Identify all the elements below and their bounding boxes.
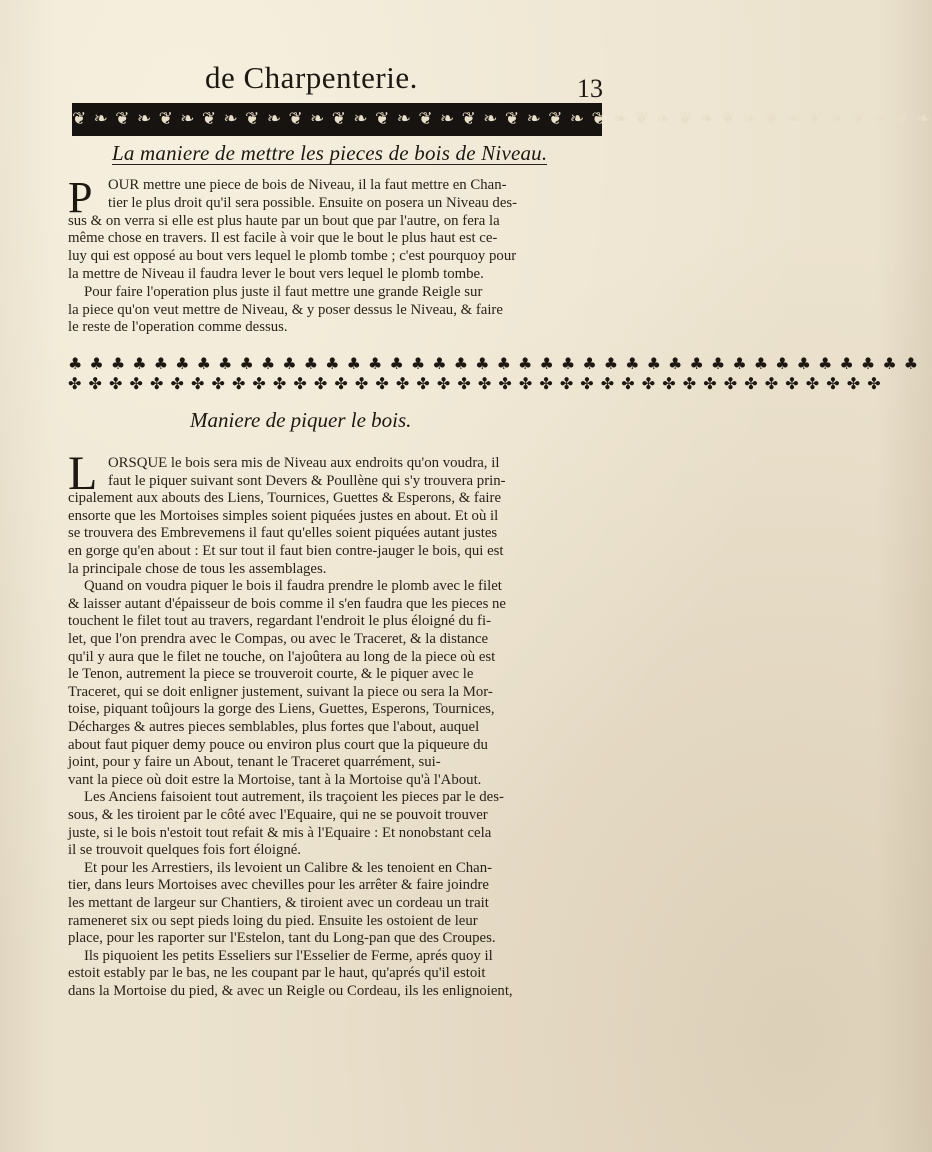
text-line: cipalement aux abouts des Liens, Tournices, Guettes & Esperons, & faire bbox=[68, 490, 502, 507]
text-line: Pour faire l'operation plus juste il faut mettre une grande Reigle sur bbox=[84, 283, 483, 300]
text-line: sous, & les tiroient par le côté avec l'Equaire, qui ne se pouvoit trouver bbox=[68, 807, 488, 823]
running-head: de Charpenterie. bbox=[205, 60, 418, 95]
text-line: sus & on verra si elle est plus haute par un bout que par l'autre, on fera la bbox=[68, 212, 500, 229]
text-line: joint, pour y faire un About, tenant le Traceret quarrément, sui- bbox=[68, 754, 441, 771]
section-heading-niveau bbox=[112, 141, 547, 166]
drop-cap-p: P bbox=[68, 173, 93, 222]
text-line: se trouvera des Embrevemens il faut qu'elles soient piquées autant justes bbox=[68, 525, 498, 542]
text-line: dans la Mortoise du pied, & avec un Reigle ou Cordeau, ils les enlignoient, bbox=[68, 983, 513, 999]
text-line: juste, si le bois n'estoit tout refait & mis à l'Equaire : Et nonobstant cela bbox=[68, 824, 492, 841]
text-line: touchent le filet tout au travers, regardant l'endroit le plus éloigné du fi- bbox=[68, 613, 492, 630]
text-line: le Tenon, autrement la piece se trouveroit courte, & le piquer avec le bbox=[68, 666, 474, 683]
text-line: le reste de l'operation comme dessus. bbox=[68, 319, 288, 336]
drop-cap-l: L bbox=[68, 447, 98, 500]
text-line: place, pour les raporter sur l'Estelon, tant du Long-pan que des Croupes. bbox=[68, 930, 496, 947]
text-line: Décharges & autres pieces semblables, plus fortes que l'about, auquel bbox=[68, 719, 480, 735]
text-line: OUR mettre une piece de bois de Niveau, il la faut mettre en Chan- bbox=[108, 177, 507, 193]
text-line: la piece qu'on veut mettre de Niveau, & y poser dessus le Niveau, & faire bbox=[68, 301, 503, 318]
ornament-band-middle-lower: ✤ ✤ ✤ ✤ ✤ ✤ ✤ ✤ ✤ ✤ ✤ ✤ ✤ ✤ ✤ ✤ ✤ ✤ ✤ ✤ ✤ ✤ ✤ ✤ ✤ ✤ ✤ ✤ ✤ ✤ ✤ ✤ ✤ ✤ ✤ ✤ ✤ ✤ ✤ ✤ bbox=[68, 374, 882, 393]
text-line: & laisser autant d'épaisseur de bois comme il s'en faudra que les pieces ne bbox=[68, 595, 506, 612]
text-line: en gorge qu'en about : Et sur tout il faut bien contre-jauger le bois, qui est bbox=[68, 543, 504, 559]
text-line: faut le piquer suivant sont Devers & Poullène qui s'y trouvera prin- bbox=[108, 472, 506, 489]
text-line: qu'il y aura que le filet ne touche, on l'ajoûtera au long de la piece où est bbox=[68, 648, 496, 665]
text-line: Traceret, qui se doit enligner justement, suivant la piece ou sera la Mor- bbox=[68, 683, 493, 700]
text-line: Quand on voudra piquer le bois il faudra prendre le plomb avec le filet bbox=[84, 578, 502, 595]
text-line: let, que l'on prendra avec le Compas, ou avec le Traceret, & la distance bbox=[68, 631, 489, 647]
text-line: ORSQUE le bois sera mis de Niveau aux endroits qu'on voudra, il bbox=[108, 455, 500, 471]
text-line: ensorte que les Mortoises simples soient piquées justes en about. Et où il bbox=[68, 507, 499, 524]
text-line: même chose en travers. Il est facile à voir que le bout le plus haut est ce- bbox=[68, 230, 498, 247]
page-number: 13 bbox=[577, 74, 603, 103]
text-line: Et pour les Arrestiers, ils levoient un Calibre & les tenoient en Chan- bbox=[84, 859, 493, 876]
text-line: la mettre de Niveau il faudra lever le bout vers lequel le plomb tombe. bbox=[68, 266, 484, 282]
text-line: luy qui est opposé au bout vers lequel le plomb tombe ; c'est pourquoy pour bbox=[68, 248, 517, 265]
text-line: Les Anciens faisoient tout autrement, ils traçoient les pieces par le des- bbox=[84, 789, 504, 806]
text-line: about faut piquer demy pouce ou environ plus court que la piqueure du bbox=[68, 736, 488, 753]
text-line: vant la piece où doit estre la Mortoise, tant à la Mortoise qu'à l'About. bbox=[68, 771, 482, 788]
text-line: tier, dans leurs Mortoises avec chevilles pour les arrêter & faire joindre bbox=[68, 877, 489, 894]
ornament-band-middle-upper: ♣ ♣ ♣ ♣ ♣ ♣ ♣ ♣ ♣ ♣ ♣ ♣ ♣ ♣ ♣ ♣ ♣ ♣ ♣ ♣ ♣ ♣ ♣ ♣ ♣ ♣ ♣ ♣ ♣ ♣ ♣ ♣ ♣ ♣ ♣ ♣ ♣ ♣ ♣ ♣ bbox=[68, 354, 920, 373]
section-heading-piquer: Maniere de piquer le bois. bbox=[190, 408, 412, 432]
heading-underline bbox=[112, 164, 547, 165]
text-line: les mettant de largeur sur Chantiers, & tiroient avec un cordeau un trait bbox=[68, 895, 489, 911]
section-heading-niveau-text: La maniere de mettre les pieces de bois de Niveau. bbox=[112, 141, 548, 165]
text-line: il se trouvoit quelques fois fort éloigné. bbox=[68, 842, 302, 859]
text-line: rameneret six ou sept pieds loing du pied. Ensuite les ostoient de leur bbox=[68, 912, 478, 929]
text-line: la principale chose de tous les assemblages. bbox=[68, 560, 327, 577]
ornament-band-top: ❦ ❧ ❦ ❧ ❦ ❧ ❦ ❧ ❦ ❧ ❦ ❧ ❦ ❧ ❦ ❧ ❦ ❧ ❦ ❧ ❦ ❧ ❦ ❧ ❦ ❧ ❦ ❧ ❦ ❧ ❦ ❧ ❦ ❧ ❦ ❧ ❦ ❧ ❦ ❧ bbox=[72, 103, 602, 136]
text-line: toise, piquant toûjours la gorge des Liens, Guettes, Esperons, Tournices, bbox=[68, 701, 495, 718]
text-line: Ils piquoient les petits Esseliers sur l'Esselier de Ferme, aprés quoy il bbox=[84, 947, 493, 964]
text-line: tier le plus droit qu'il sera possible. Ensuite on posera un Niveau des- bbox=[108, 194, 518, 211]
text-line: estoit estably par le bas, ne les coupant par le haut, qu'aprés qu'il estoit bbox=[68, 965, 486, 982]
